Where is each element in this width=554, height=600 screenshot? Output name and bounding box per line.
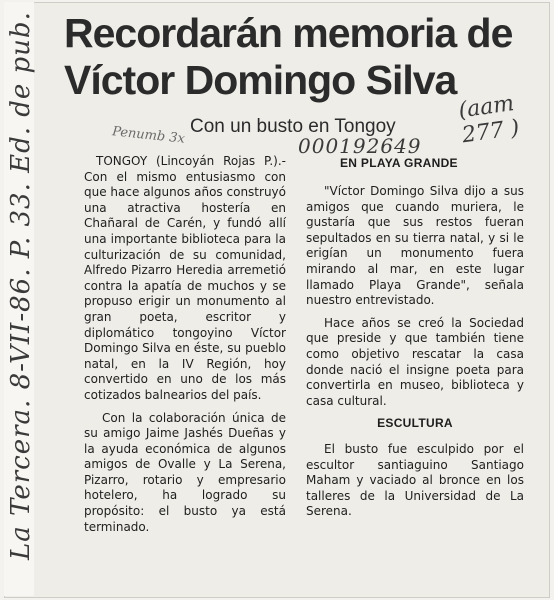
- right-paragraph: Hace años se creó la Sociedad que preside y que también tiene como objetivo rescatar la casa donde nació el insigne poeta para convertirla en museo, biblioteca y casa cultural.: [306, 315, 524, 408]
- subtitle: Con un busto en Tongoy: [190, 116, 396, 137]
- right-paragraph: "Víctor Domingo Silva dijo a sus amigos que cuando muriera, le gustaría que sus restos fueran sepultados en su tierra natal, y si le erigían un monumento fuera mirando al mar, en este lugar llamado Playa Grande", señala nuestro entrevistado.: [306, 184, 524, 308]
- handwritten-source-note: La Tercera. 8-VII-86. P. 33. Ed. de pub.: [6, 11, 36, 560]
- left-paragraph: TONGOY (Lincoyán Rojas P.).- Con el mismo entusiasmo con que hace algunos años construyó una atractiva hostería en Chañaral de Carén, y fundó allí una importante biblioteca para la culturización de su comunidad, Alfredo Pizarro Heredia arremetió contra la apatía de muchos y se propuso erigir un monumento al gran poeta, escritor y diplomático tongoyino Víctor Domingo Silva en éste, su pueblo natal, en la IV Región, hoy convertido en uno de los más cotizados balnearios del país.: [84, 154, 286, 402]
- headline: Recordarán memoria de Víctor Domingo Silva: [64, 10, 513, 103]
- faint-stamp-text: Penumb 3x: [111, 124, 186, 147]
- right-paragraph: El busto fue esculpido por el escultor santiaguino Santiago Maham y vaciado al bronce en los talleres de la Universidad de La Serena.: [306, 441, 524, 519]
- right-column: [306, 184, 524, 527]
- section-heading-playa-grande: EN PLAYA GRANDE: [340, 156, 458, 170]
- left-paragraph: Con la colaboración única de su amigo Jaime Jashés Dueñas y la ayuda económica de algunos amigos de Ovalle y La Serena, Pizarro, rotario y empresario hotelero, ha logrado su propósito: el busto ya está terminado.: [84, 410, 286, 534]
- archive-code: 000192649: [298, 134, 422, 158]
- section-heading-escultura: ESCULTURA: [377, 416, 453, 431]
- handwritten-corner-note: (aam 277 ): [456, 91, 521, 149]
- left-column: [84, 154, 286, 542]
